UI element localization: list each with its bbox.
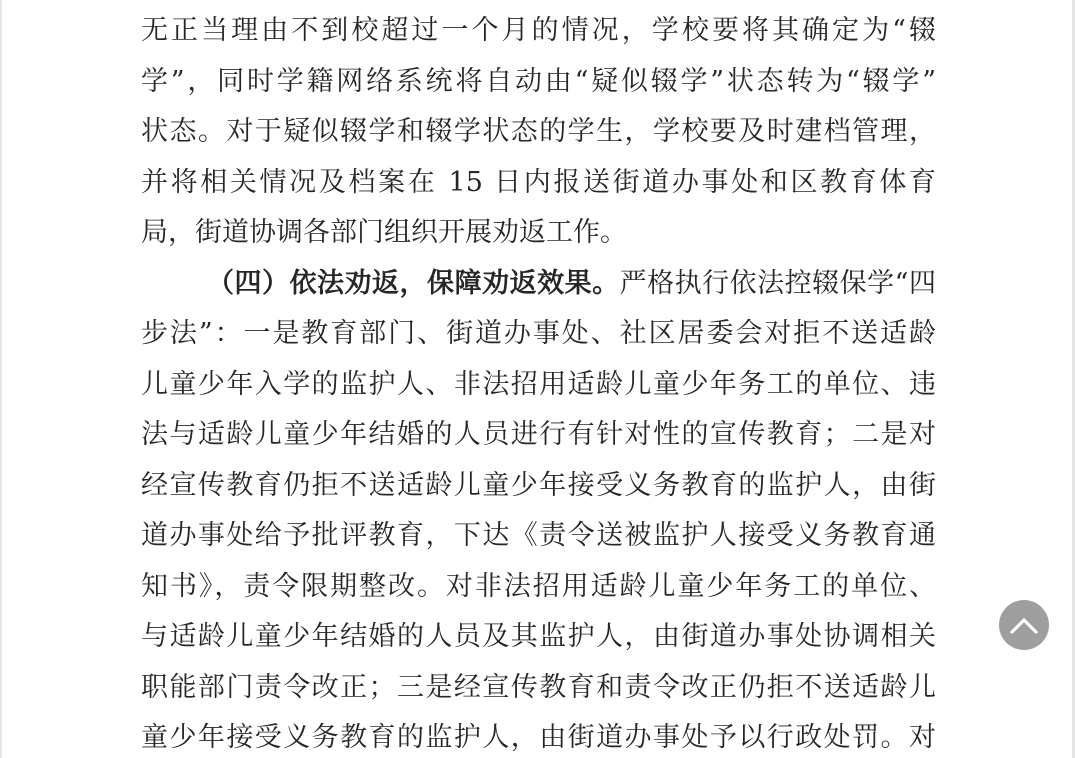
text-line: 职能部门责令改正；三是经宣传教育和责令改正仍拒不送适龄儿 xyxy=(141,671,936,703)
text-line: 儿童少年入学的监护人、非法招用适龄儿童少年务工的单位、违 xyxy=(141,368,936,400)
text-line: 步法”：一是教育部门、街道办事处、社区居委会对拒不送适龄 xyxy=(141,318,936,349)
text-line: 知书》，责令限期整改。对非法招用适龄儿童少年务工的单位、 xyxy=(141,570,936,602)
text-line: 局，街道协调各部门组织开展劝返工作。 xyxy=(141,217,627,248)
page-left-edge xyxy=(0,0,2,758)
text-line: 学”，同时学籍网络系统将自动由“疑似辍学”状态转为“辍学” xyxy=(141,65,936,97)
text-line: 与适龄儿童少年结婚的人员及其监护人，由街道办事处协调相关 xyxy=(141,621,936,652)
text-line: 法与适龄儿童少年结婚的人员进行有针对性的宣传教育；二是对 xyxy=(141,419,936,450)
article-body xyxy=(141,6,936,758)
text-line: 并将相关情况及档案在 15 日内报送街道办事处和区教育体育 xyxy=(141,166,936,198)
text-line: 状态。对于疑似辍学和辍学状态的学生，学校要及时建档管理， xyxy=(141,116,936,147)
section-heading-line xyxy=(141,259,936,310)
text-line: 道办事处给予批评教育，下达《责令送被监护人接受义务教育通 xyxy=(141,520,936,551)
back-to-top-button[interactable] xyxy=(999,600,1049,650)
text-line: 童少年接受义务教育的监护人，由街道办事处予以行政处罚。对 xyxy=(141,722,936,753)
text-line: 经宣传教育仍拒不送适龄儿童少年接受义务教育的监护人，由街 xyxy=(141,469,936,501)
chevron-up-icon xyxy=(1009,615,1039,635)
section-heading-continuation: 严格执行依法控辍保学“四 xyxy=(619,267,936,299)
section-heading: （四）依法劝返，保障劝返效果。 xyxy=(207,267,620,299)
text-line: 无正当理由不到校超过一个月的情况，学校要将其确定为“辍 xyxy=(141,15,936,46)
